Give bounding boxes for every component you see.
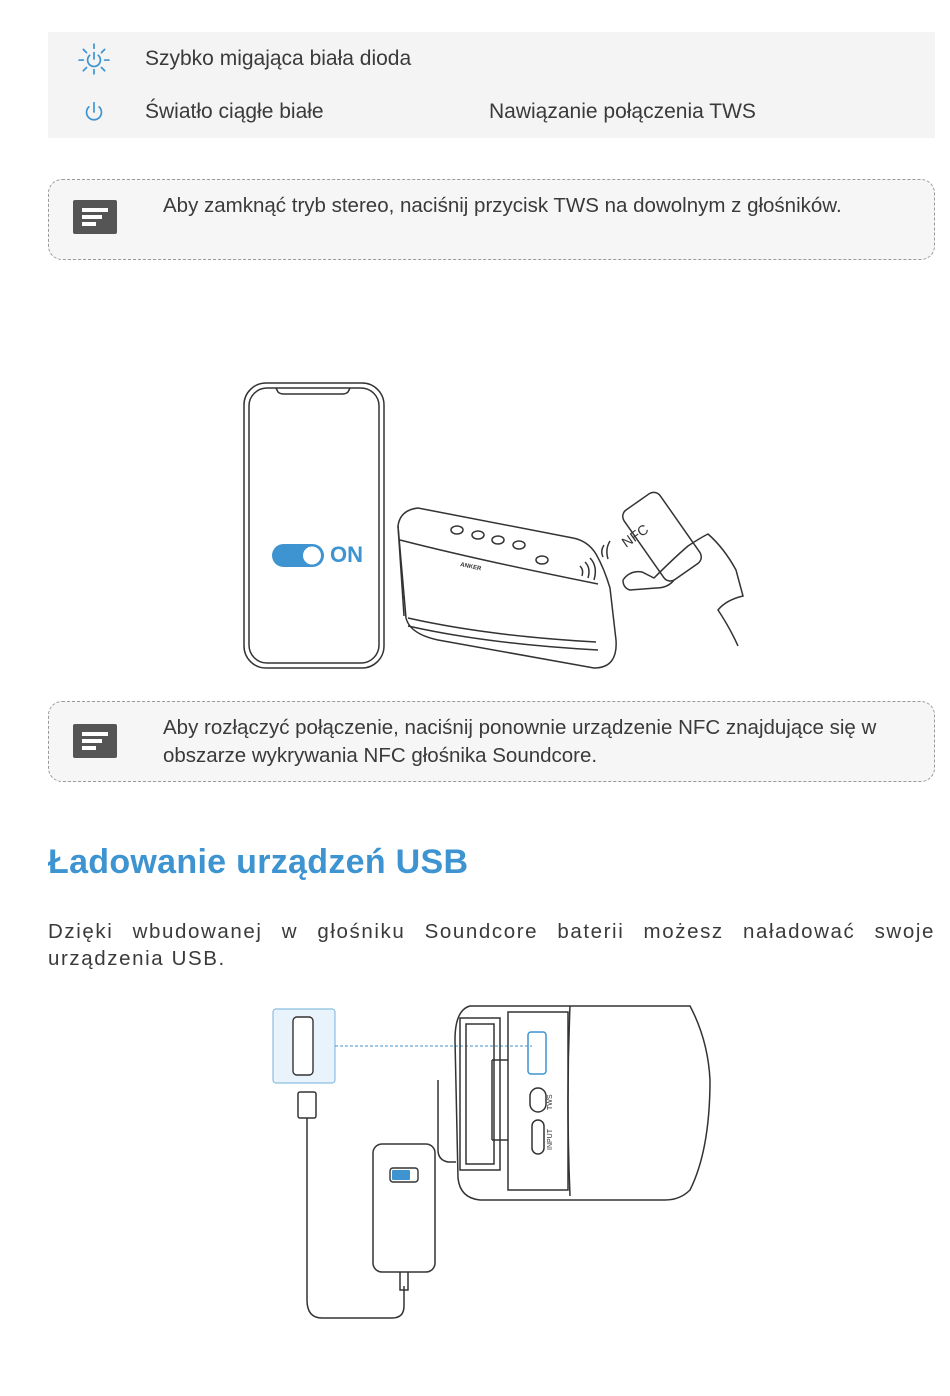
tws-note-box — [48, 179, 935, 260]
toggle-on-label: ON — [330, 542, 363, 567]
note-icon — [73, 200, 117, 234]
table-row — [48, 85, 935, 138]
tws-port-label: TWS — [547, 1094, 554, 1110]
table-row — [48, 32, 935, 85]
input-port-label: INPUT — [547, 1129, 554, 1150]
speaker-outline — [398, 508, 616, 668]
led-state-text: Światło ciągłe białe — [145, 100, 324, 123]
battery-level — [392, 1170, 410, 1180]
tws-note-text: Aby zamknąć tryb stereo, naciśnij przycisk TWS na dowolnym z głośników. — [163, 194, 842, 217]
nfc-note-box — [48, 701, 935, 782]
power-icon — [80, 98, 108, 126]
brand-label: ANKER — [459, 562, 482, 573]
nfc-note-text: Aby rozłączyć połączenie, naciśnij ponownie urządzenie NFC znajdujące się w obszarze wykrywania NFC głośnika Soundcore. — [163, 716, 877, 767]
led-meaning-text: Nawiązanie połączenia TWS — [489, 100, 756, 123]
nfc-label: NFC — [618, 520, 652, 551]
note-icon — [73, 724, 117, 758]
phone-outline — [244, 383, 384, 668]
led-state-text: Szybko migająca biała dioda — [145, 47, 412, 70]
nfc-pairing-illustration — [238, 378, 748, 674]
charging-phone — [373, 1144, 435, 1272]
section-title: Ładowanie urządzeń USB — [48, 843, 469, 881]
usb-charging-illustration — [270, 1000, 715, 1325]
blinking-power-icon — [78, 43, 110, 75]
section-body: Dzięki wbudowanej w głośniku Soundcore baterii możesz naładować swoje urządzenia USB. — [48, 920, 935, 970]
